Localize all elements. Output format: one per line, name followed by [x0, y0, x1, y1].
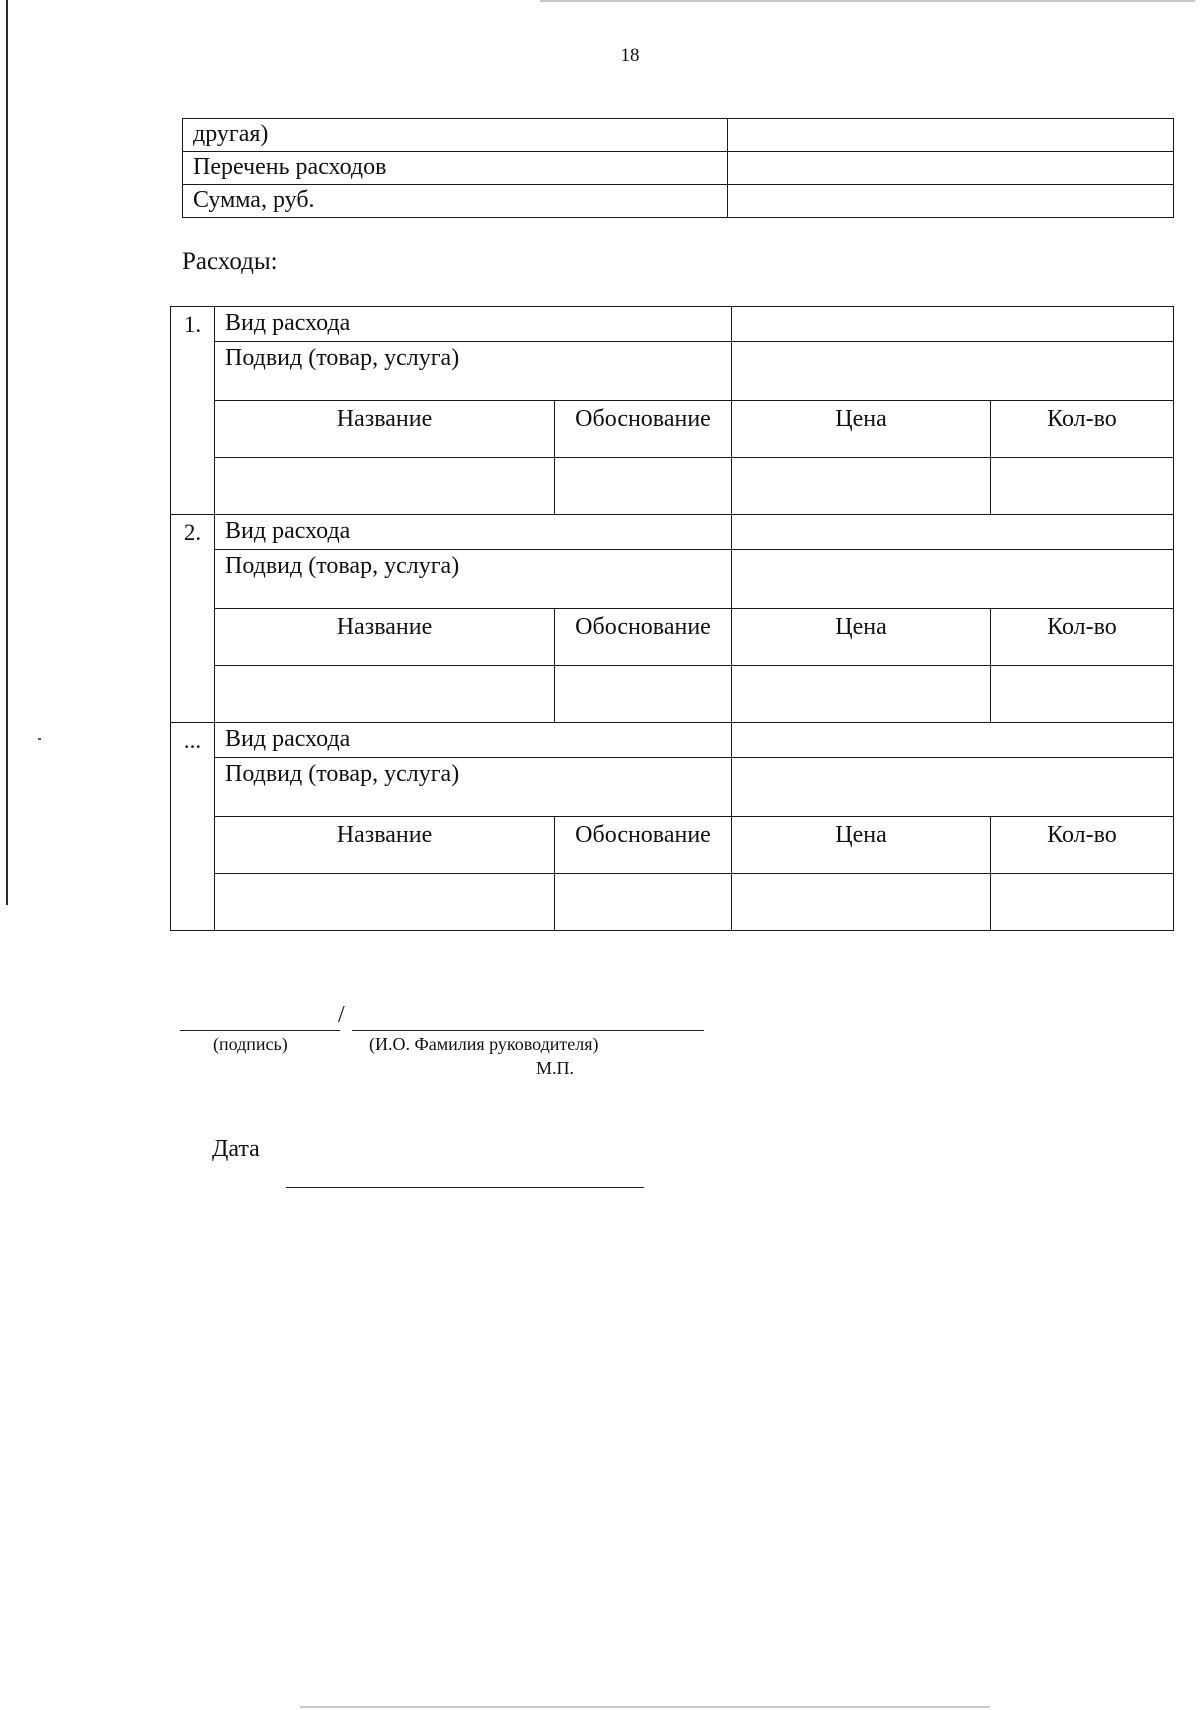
header-price: Цена: [732, 609, 991, 666]
justification-cell[interactable]: [555, 874, 732, 931]
stamp-caption: М.П.: [536, 1058, 575, 1078]
manager-name-line[interactable]: [352, 1030, 704, 1031]
header-name: Название: [215, 401, 555, 458]
expense-number: 2.: [171, 515, 215, 723]
name-cell[interactable]: [215, 666, 555, 723]
expense-vid-row: [171, 515, 1174, 550]
expense-podvid-row: [171, 342, 1174, 401]
vid-value-cell[interactable]: [732, 515, 1174, 550]
justification-cell[interactable]: [555, 666, 732, 723]
vid-label: Вид расхода: [215, 307, 732, 342]
row-label: другая): [183, 119, 728, 152]
name-cell[interactable]: [215, 458, 555, 515]
podvid-label: Подвид (товар, услуга): [215, 342, 732, 401]
header-name: Название: [215, 817, 555, 874]
expenses-table: [170, 306, 1174, 931]
expense-summary-table: [182, 118, 1174, 218]
podvid-value-cell[interactable]: [732, 550, 1174, 609]
header-quantity: Кол-во: [991, 401, 1174, 458]
expense-header-row: [171, 817, 1174, 874]
quantity-cell[interactable]: [991, 874, 1174, 931]
header-justification: Обоснование: [555, 817, 732, 874]
signature-caption: (подпись): [213, 1034, 288, 1054]
price-cell[interactable]: [732, 874, 991, 931]
podvid-label: Подвид (товар, услуга): [215, 758, 732, 817]
name-cell[interactable]: [215, 874, 555, 931]
podvid-label: Подвид (товар, услуга): [215, 550, 732, 609]
expense-entry-row: [171, 458, 1174, 515]
header-justification: Обоснование: [555, 609, 732, 666]
expense-vid-row: [171, 307, 1174, 342]
price-cell[interactable]: [732, 458, 991, 515]
expense-number: 1.: [171, 307, 215, 515]
expense-entry-row: [171, 874, 1174, 931]
page-number: 18: [620, 45, 640, 66]
date-line[interactable]: [286, 1187, 644, 1188]
expense-podvid-row: [171, 758, 1174, 817]
value-cell[interactable]: [728, 152, 1174, 185]
signature-line[interactable]: [180, 1030, 340, 1031]
header-quantity: Кол-во: [991, 817, 1174, 874]
header-price: Цена: [732, 817, 991, 874]
expense-header-row: [171, 401, 1174, 458]
vid-value-cell[interactable]: [732, 723, 1174, 758]
price-cell[interactable]: [732, 666, 991, 723]
value-cell[interactable]: [728, 119, 1174, 152]
manager-name-caption: (И.О. Фамилия руководителя): [369, 1034, 599, 1054]
table-row: [183, 185, 1174, 218]
header-justification: Обоснование: [555, 401, 732, 458]
header-quantity: Кол-во: [991, 609, 1174, 666]
value-cell[interactable]: [728, 185, 1174, 218]
expense-vid-row: [171, 723, 1174, 758]
row-label: Перечень расходов: [183, 152, 728, 185]
scan-bottom-line: [300, 1706, 990, 1708]
expense-header-row: [171, 609, 1174, 666]
header-name: Название: [215, 609, 555, 666]
scan-speck: [38, 738, 41, 740]
podvid-value-cell[interactable]: [732, 758, 1174, 817]
vid-value-cell[interactable]: [732, 307, 1174, 342]
scan-top-line: [540, 0, 1195, 2]
vid-label: Вид расхода: [215, 515, 732, 550]
scan-left-edge: [6, 0, 8, 905]
vid-label: Вид расхода: [215, 723, 732, 758]
quantity-cell[interactable]: [991, 458, 1174, 515]
podvid-value-cell[interactable]: [732, 342, 1174, 401]
expense-entry-row: [171, 666, 1174, 723]
justification-cell[interactable]: [555, 458, 732, 515]
section-title: Расходы:: [182, 248, 278, 275]
quantity-cell[interactable]: [991, 666, 1174, 723]
table-row: [183, 119, 1174, 152]
row-label: Сумма, руб.: [183, 185, 728, 218]
signature-slash: /: [338, 1002, 345, 1028]
expense-podvid-row: [171, 550, 1174, 609]
table-row: [183, 152, 1174, 185]
date-label: Дата: [212, 1136, 260, 1162]
expense-number: ...: [171, 723, 215, 931]
header-price: Цена: [732, 401, 991, 458]
